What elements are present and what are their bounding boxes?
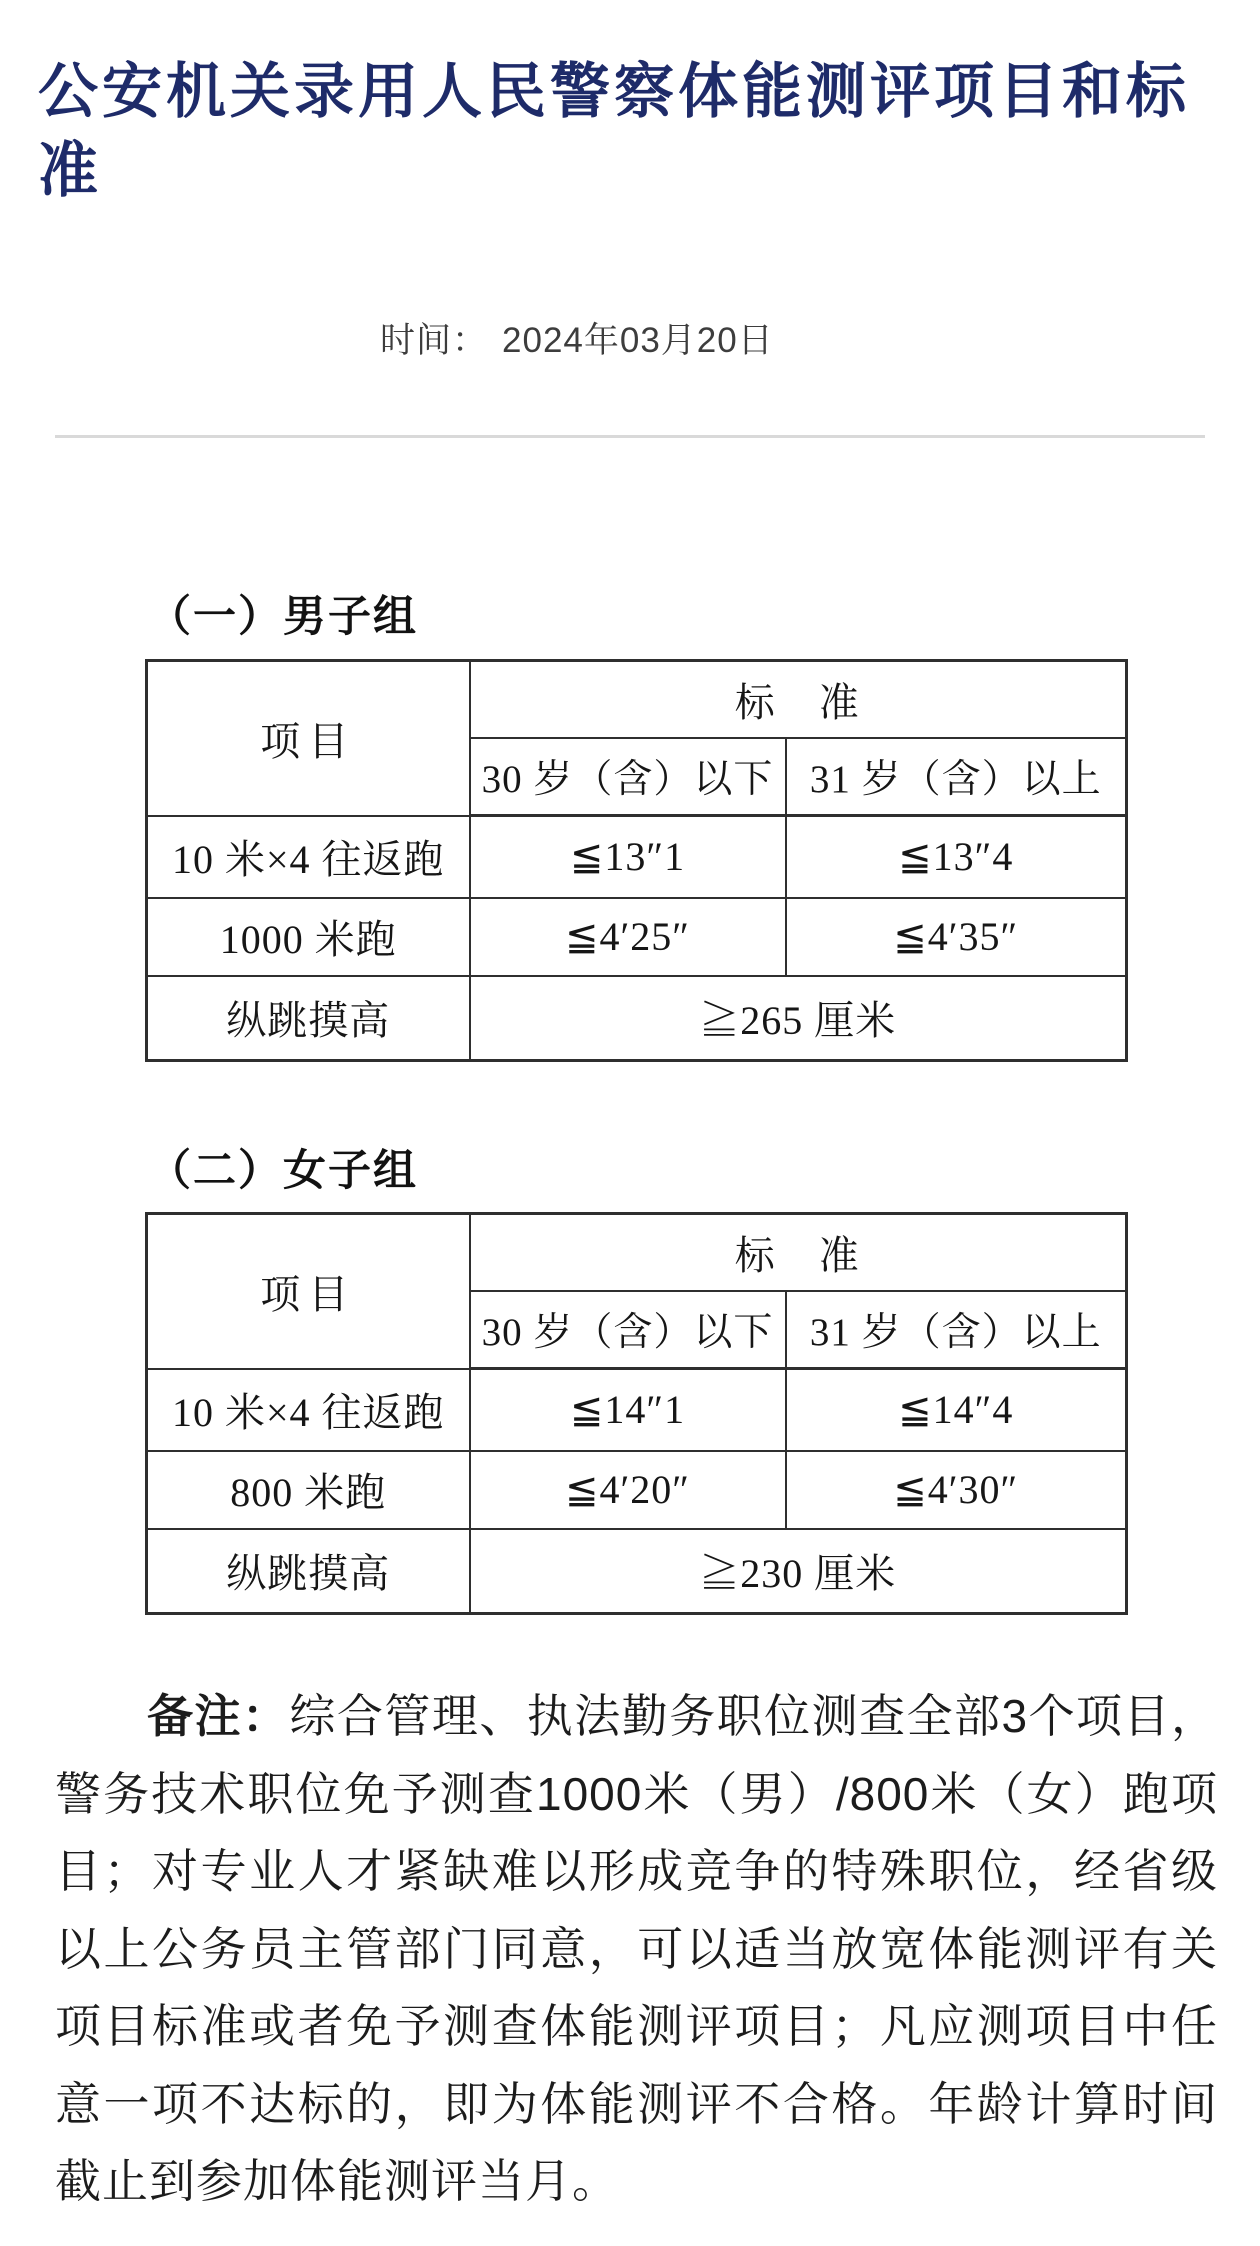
women-row2-under30-value: ≦4′20″ — [470, 1451, 786, 1529]
table-row — [147, 1451, 1127, 1529]
publish-date-row — [0, 322, 1260, 359]
men-row2-item: 1000 米跑 — [147, 898, 470, 976]
men-standard-group-header: 标 准 — [470, 661, 1127, 738]
table-row — [147, 1369, 1127, 1451]
women-age-under30-header: 30 岁（含）以下 — [470, 1291, 786, 1369]
women-row1-under30-value: ≦14″1 — [470, 1369, 786, 1451]
women-item-column-header: 项目 — [147, 1214, 470, 1369]
men-row1-under30-value: ≦13″1 — [470, 816, 786, 898]
women-row2-item: 800 米跑 — [147, 1451, 470, 1529]
women-age-over31-header: 31 岁（含）以上 — [786, 1291, 1127, 1369]
women-row2-over31-value: ≦4′30″ — [786, 1451, 1127, 1529]
section-heading-men: （一）男子组 — [148, 593, 418, 641]
section-heading-women: （二）女子组 — [148, 1147, 418, 1195]
table-row — [147, 816, 1127, 898]
horizontal-divider — [55, 435, 1205, 438]
publish-date-value: 2024年03月20日 — [502, 321, 774, 360]
women-row3-merged-value: ≧230 厘米 — [470, 1529, 1127, 1614]
page-title: 公安机关录用人民警察体能测评项目和标准 — [38, 58, 1190, 204]
women-row3-item: 纵跳摸高 — [147, 1529, 470, 1614]
men-age-under30-header: 30 岁（含）以下 — [470, 738, 786, 816]
table-row — [147, 898, 1127, 976]
publish-date-label: 时间： — [380, 321, 489, 360]
men-age-over31-header: 31 岁（含）以上 — [786, 738, 1127, 816]
men-row1-item: 10 米×4 往返跑 — [147, 816, 470, 898]
note-paragraph — [55, 1678, 1218, 2221]
women-standard-group-header: 标 准 — [470, 1214, 1127, 1291]
men-row1-over31-value: ≦13″4 — [786, 816, 1127, 898]
note-text: 综合管理、执法勤务职位测查全部3个项目，警务技术职位免予测查1000米（男）/800米（女）跑项目；对专业人才紧缺难以形成竞争的特殊职位，经省级以上公务员主管部门同意，可以适当放宽体能测评有关项目标准或者免予测查体能测评项目；凡应测项目中任意一项不达标的，即为体能测评不合格。年龄计算时间截止到参加体能测评当月。 — [55, 1690, 1218, 2207]
men-row2-under30-value: ≦4′25″ — [470, 898, 786, 976]
women-standards-table — [145, 1212, 1128, 1615]
men-row2-over31-value: ≦4′35″ — [786, 898, 1127, 976]
table-row — [147, 661, 1127, 738]
table-row — [147, 976, 1127, 1061]
note-label: 备注： — [147, 1690, 290, 1742]
men-standards-table — [145, 659, 1128, 1062]
table-row — [147, 1529, 1127, 1614]
men-item-column-header: 项目 — [147, 661, 470, 816]
table-row — [147, 1214, 1127, 1291]
men-row3-merged-value: ≧265 厘米 — [470, 976, 1127, 1061]
women-row1-over31-value: ≦14″4 — [786, 1369, 1127, 1451]
women-row1-item: 10 米×4 往返跑 — [147, 1369, 470, 1451]
men-row3-item: 纵跳摸高 — [147, 976, 470, 1061]
